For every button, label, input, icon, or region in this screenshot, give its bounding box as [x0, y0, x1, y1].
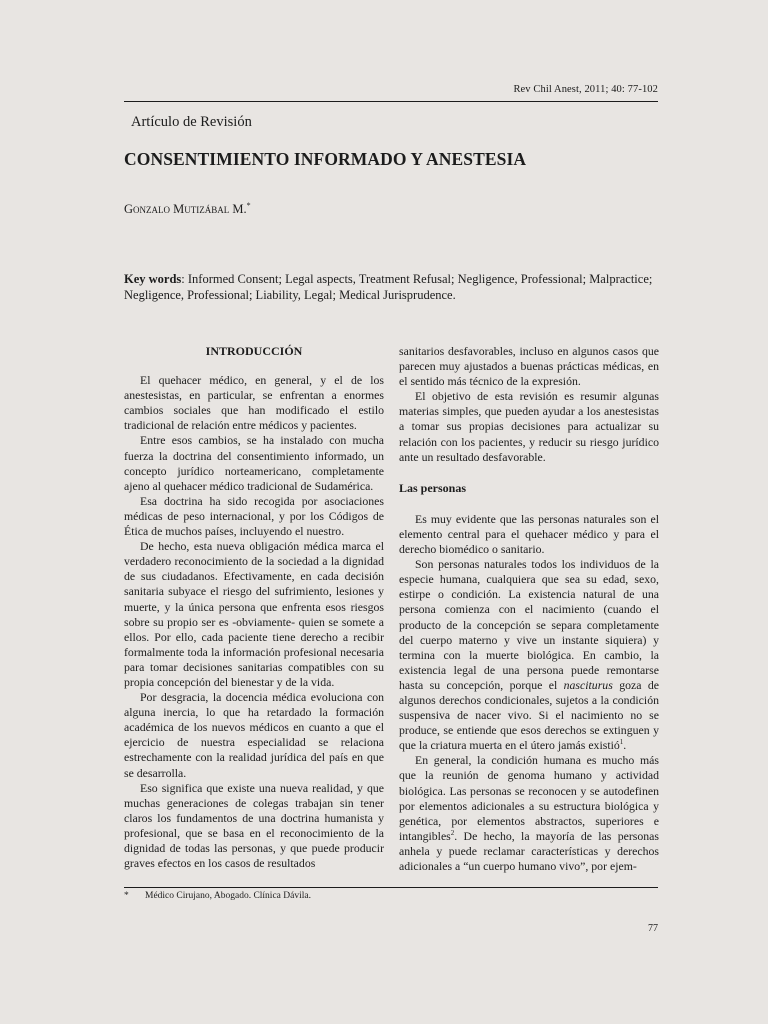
keywords-label: Key words	[124, 272, 182, 286]
paragraph: sanitarios desfavorables, incluso en algunos casos que parecen muy ajustados a buenas prácticas médicas, en el sentido más técnico de la expresión.	[399, 344, 659, 389]
text-run: En general, la condición humana es mucho más que la reunión de genoma humano y actividad biológica. Las personas se reconocen y se autodefinen por elementos adicionales a su estructura biológica y genética, por elementos abstractos, superiores e intangibles	[399, 753, 659, 843]
keywords-text: : Informed Consent; Legal aspects, Treatment Refusal; Negligence, Professional; Malpractice; Negligence, Professional; Liability, Legal; Medical Jurisprudence.	[124, 272, 653, 302]
text-run: . De hecho, la mayoría de las personas anhela y puede reclamar características y derechos adicionales a “un cuerpo humano vivo”, por ejem-	[399, 828, 659, 873]
paragraph	[399, 753, 659, 874]
paragraph: De hecho, esta nueva obligación médica marca el verdadero reconocimiento de la sociedad a la dignidad de sus ciudadanos. Efectivamente, en cada decisión sanitaria subyace el riesgo del sufrimiento, lesiones y muerte, y la única persona que enfrenta esos riesgos sobre su propio ser es -obviamente- quien se somete a ellos. Por ello, cada paciente tiene derecho a recibir formalmente toda la información profesional necesaria para tomar decisiones sanitarias compatibles con su propia concepción del bienestar y de la vida.	[124, 539, 384, 689]
paragraph: Es muy evidente que las personas naturales son el elemento central para el quehacer médico y para el derecho biomédico o sanitario.	[399, 511, 659, 557]
footnote-text: Médico Cirujano, Abogado. Clínica Dávila.	[145, 891, 311, 901]
paragraph: Entre esos cambios, se ha instalado con mucha fuerza la doctrina del consentimiento informado, un concepto jurídico norteamericano, completamente ajeno al quehacer médico tradicional de Sudamérica.	[124, 433, 384, 493]
reference-mark: 2	[450, 828, 455, 837]
paragraph: Por desgracia, la docencia médica evoluciona con alguna inercia, lo que ha retardado la formación académica de los nuevos médicos en cuanto a que el ejercicio de nuestra especialidad se relaciona estrechamente con la realidad jurídica del país en que se desarrolla.	[124, 690, 384, 780]
author-affiliation-mark: *	[246, 201, 251, 210]
footnote-rule	[124, 887, 658, 888]
text-run: goza de algunos derechos condicionales, sujetos a la condición suspensiva de nacer vivo. Si el nacimiento no se produce, se entiende que esos derechos se extinguen y que la criatura muerta en el útero jamás existió	[399, 677, 659, 753]
section-type: Artículo de Revisión	[131, 114, 252, 130]
paragraph: Esa doctrina ha sido recogida por asociaciones médicas de peso internacional, y por los Códigos de Ética de muchos países, incluyendo el nuestro.	[124, 493, 384, 539]
personas-heading: Las personas	[399, 480, 467, 495]
text-run: .	[623, 738, 627, 753]
author-line	[124, 201, 251, 217]
page-number: 77	[648, 923, 658, 934]
journal-reference: Rev Chil Anest, 2011; 40: 77-102	[513, 84, 658, 95]
left-column	[124, 344, 384, 871]
intro-heading: INTRODUCCIÓN	[205, 344, 303, 358]
keywords	[124, 271, 658, 303]
header-rule	[124, 101, 658, 102]
paragraph: El quehacer médico, en general, y el de los anestesistas, en particular, se enfrentan a enormes cambios sociales que han modificado el estilo tradicional de relación entre médicos y pacientes.	[124, 373, 384, 433]
paragraph	[399, 557, 659, 753]
reference-mark: 1	[619, 738, 624, 747]
italic-term: nasciturus	[563, 677, 613, 692]
author-name: Gonzalo Mutizábal M.	[124, 202, 247, 217]
text-run: Son personas naturales todos los individuos de la especie humana, cualquiera que sea su edad, sexo, estirpe o condición. La existencia natural de una persona comienza con el nacimiento (cuando el producto de la concepción se separa completamente del cuerpo materno y vive un instante siquiera) y termina con la muerte biológica. En cambio, la existencia legal de una persona puede remontarse hasta su concepción, porque el	[399, 557, 659, 692]
right-column	[399, 344, 659, 874]
paragraph: Eso significa que existe una nueva realidad, y que muchas generaciones de colegas trabajan sin tener claros los fundamentos de una doctrina humanista y profesional, que se basa en el reconocimiento de la dignidad de todas las personas, y que puede producir graves efectos en los casos de resultados	[124, 780, 384, 871]
footnote-mark: *	[124, 891, 129, 901]
footnote	[124, 891, 311, 901]
article-title: CONSENTIMIENTO INFORMADO Y ANESTESIA	[124, 149, 527, 169]
paragraph: El objetivo de esta revisión es resumir algunas materias simples, que pueden ayudar a los anestesistas a tomar sus propias decisiones para actualizar su relación con los pacientes, y reducir su riesgo jurídico ante un resultado desfavorable.	[399, 389, 659, 464]
